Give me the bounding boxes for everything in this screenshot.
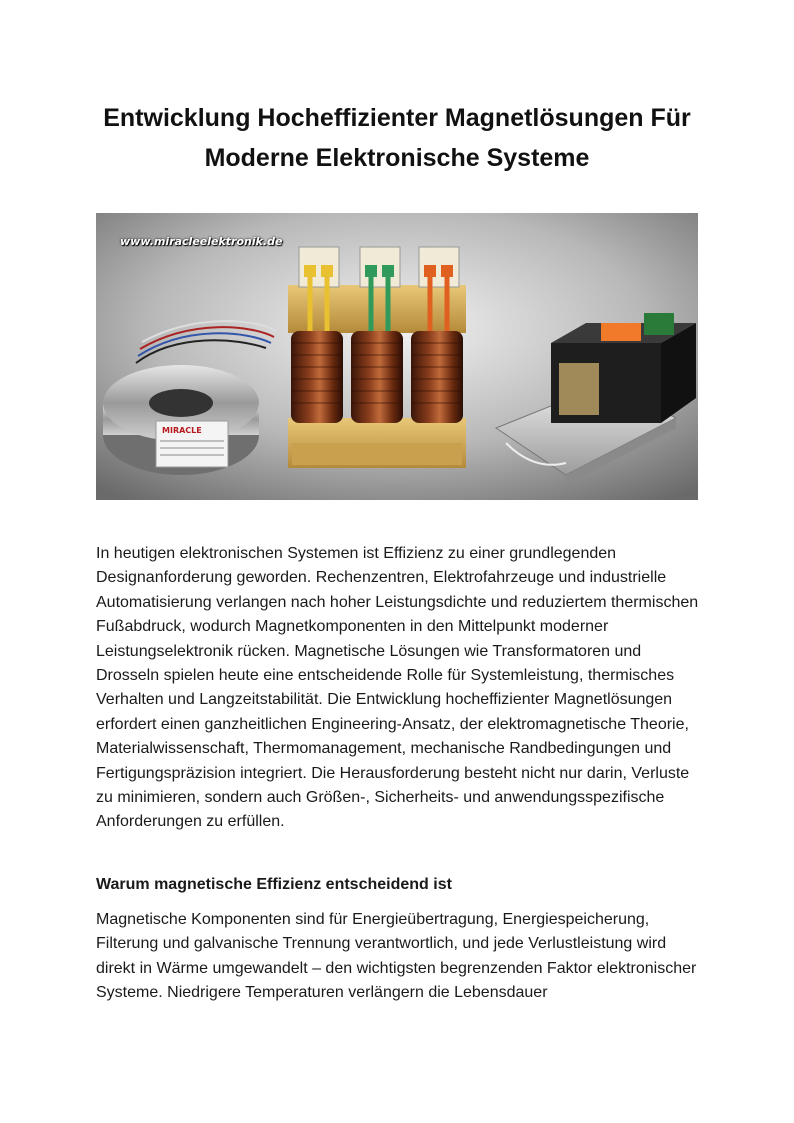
image-watermark: www.miracleelektronik.de <box>120 235 283 248</box>
section-heading: Warum magnetische Effizienz entscheidend ist <box>96 876 452 893</box>
three-phase-choke <box>288 247 466 468</box>
section-paragraph: Magnetische Komponenten sind für Energieübertragung, Energiespeicherung, Filterung und galvanische Trennung verantwortlich, und jede Verlustleistung wird direkt in Wärme umgewandelt – den wichtigsten begrenzenden Faktor elektronischer Systeme. Niedrigere Temperaturen verlängern die Lebensdauer <box>96 911 697 1002</box>
transformer-photo <box>96 213 698 500</box>
svg-text:MIRACLE: MIRACLE <box>162 426 202 435</box>
page-title: Entwicklung Hocheffizienter Magnetlösungen Für Moderne Elektronische Systeme <box>103 104 691 172</box>
intro-paragraph: In heutigen elektronischen Systemen ist Effizienz zu einer grundlegenden Designanforderung geworden. Rechenzentren, Elektrofahrzeuge und industrielle Automatisierung verlangen nach hoher Leistungsdichte und reduziertem thermischen Fußabdruck, wodurch Magnetkomponenten in den Mittelpunkt moderner Leistungselektronik rücken. Magnetische Lösungen wie Transformatoren und Drosseln spielen heute eine entscheidende Rolle für Systemleistung, thermisches Verhalten und Langzeitstabilität. Die Entwicklung hocheffizienter Magnetlösungen erfordert einen ganzheitlichen Engineering-Ansatz, der elektromagnetische Theorie, Materialwissenschaft, Thermomanagement, mechanische Randbedingungen und Fertigungspräzision integriert. Die Herausforderung besteht nicht nur darin, Verluste zu minimieren, sondern auch Größen-, Sicherheits- und anwendungsspezifische Anforderungen zu erfüllen. <box>96 545 699 831</box>
hero-image <box>96 213 698 500</box>
